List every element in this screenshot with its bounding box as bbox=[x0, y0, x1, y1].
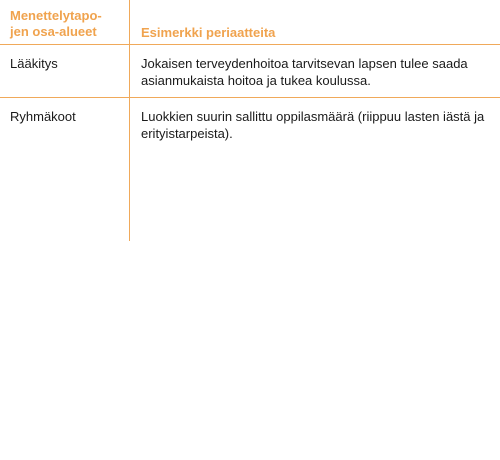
row-example: Luokkien suurin sallittu oppilasmäärä (riippuu lasten iästä ja erityistarpeista). bbox=[141, 109, 485, 141]
row-area: Lääkitys bbox=[10, 56, 58, 71]
header-example-principles: Esimerkki periaatteita bbox=[141, 25, 276, 40]
row-area: Ryhmäkoot bbox=[10, 109, 76, 124]
table-header bbox=[0, 0, 500, 45]
table-row bbox=[0, 98, 500, 242]
header-policy-areas-label: Menettelytapo- jen osa-alueet bbox=[10, 8, 102, 39]
column-divider bbox=[129, 0, 130, 241]
header-policy-areas bbox=[10, 8, 120, 40]
row-example: Jokaisen terveydenhoitoa tarvitsevan lapsen tulee saada asianmukaista hoitoa ja tukea koulussa. bbox=[141, 56, 468, 88]
table-row bbox=[0, 45, 500, 98]
